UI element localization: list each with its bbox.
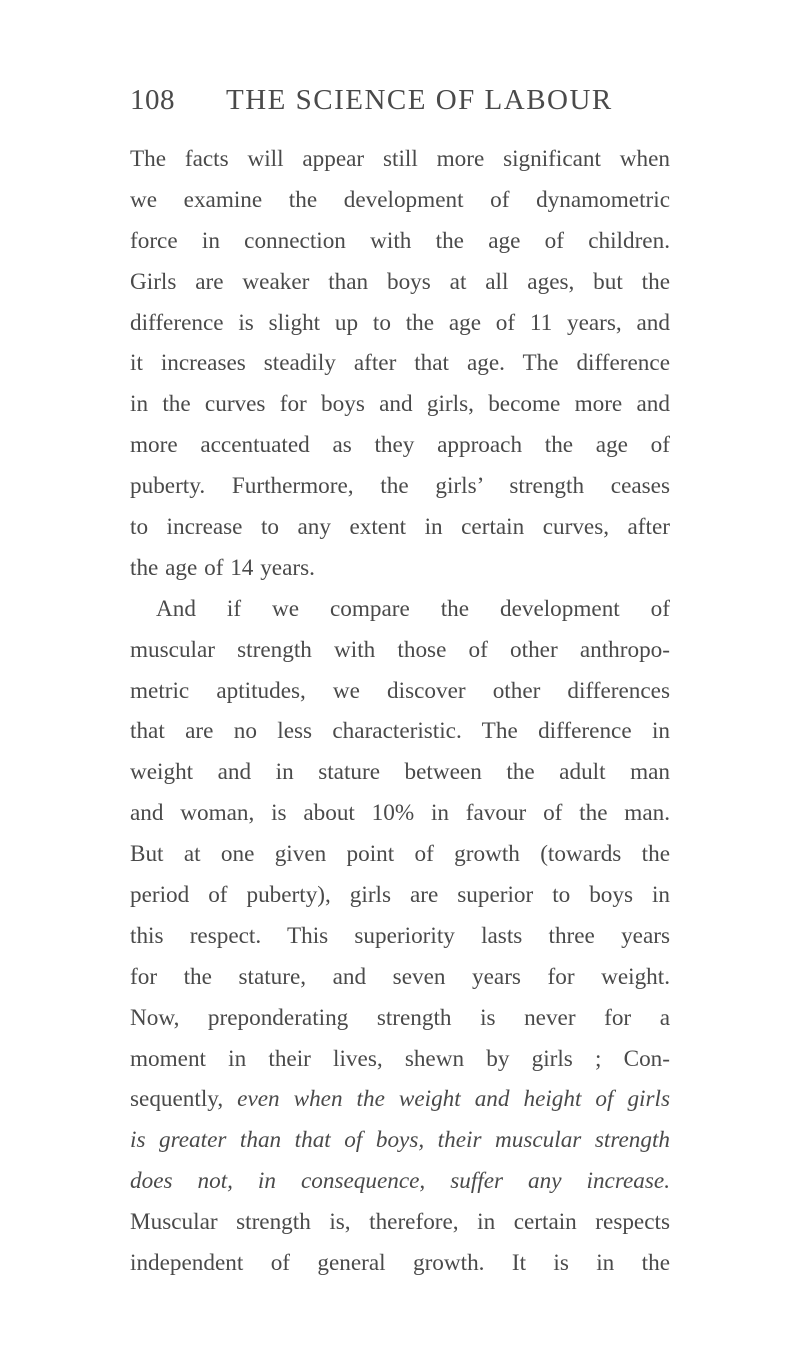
italic-line: does not, in consequence, suffer any increase. <box>130 1168 670 1195</box>
text-line: this respect. This superiority lasts three years <box>130 922 670 949</box>
text-line: Now, preponderating strength is never for a <box>130 1004 670 1031</box>
text-line: that are no less characteristic. The difference in <box>130 718 670 745</box>
italic-segment: even when the weight and height of girls <box>237 1086 670 1113</box>
text-line-mixed <box>130 1079 670 1120</box>
text-segment: sequently, <box>130 1086 238 1113</box>
page-number: 108 <box>130 84 175 116</box>
text-line: in the curves for boys and girls, become more and <box>130 391 670 418</box>
text-line: difference is slight up to the age of 11 years, and <box>130 309 670 336</box>
body-text <box>130 139 670 1284</box>
text-line: moment in their lives, shewn by girls ; Con- <box>130 1045 670 1072</box>
text-line: independent of general growth. It is in the <box>130 1250 670 1277</box>
running-head-title: THE SCIENCE OF LABOUR <box>226 84 613 116</box>
text-line: to increase to any extent in certain curves, after <box>130 514 670 541</box>
text-line-paragraph-start: And if we compare the development of <box>156 595 670 622</box>
text-line: Girls are weaker than boys at all ages, but the <box>130 268 670 295</box>
text-line: muscular strength with those of other anthropo- <box>130 636 670 663</box>
text-line: it increases steadily after that age. The difference <box>130 350 670 377</box>
text-line: But at one given point of growth (towards the <box>130 841 670 868</box>
text-line: and woman, is about 10% in favour of the man. <box>130 800 670 827</box>
text-line: Muscular strength is, therefore, in certain respects <box>130 1209 670 1236</box>
text-line: The facts will appear still more significant when <box>130 146 670 172</box>
italic-line: is greater than that of boys, their muscular strength <box>130 1127 670 1154</box>
text-line: weight and in stature between the adult man <box>130 759 670 786</box>
text-line: puberty. Furthermore, the girls’ strength ceases <box>130 473 670 500</box>
text-line: force in connection with the age of children. <box>130 227 670 254</box>
text-line: metric aptitudes, we discover other differences <box>130 677 670 704</box>
text-line: period of puberty), girls are superior to boys in <box>130 882 670 909</box>
text-line: for the stature, and seven years for weight. <box>130 963 670 990</box>
text-line: we examine the development of dynamometric <box>130 186 670 213</box>
text-line-paragraph-end: the age of 14 years. <box>130 554 315 581</box>
running-head <box>130 84 670 124</box>
text-line: more accentuated as they approach the age of <box>130 432 670 459</box>
